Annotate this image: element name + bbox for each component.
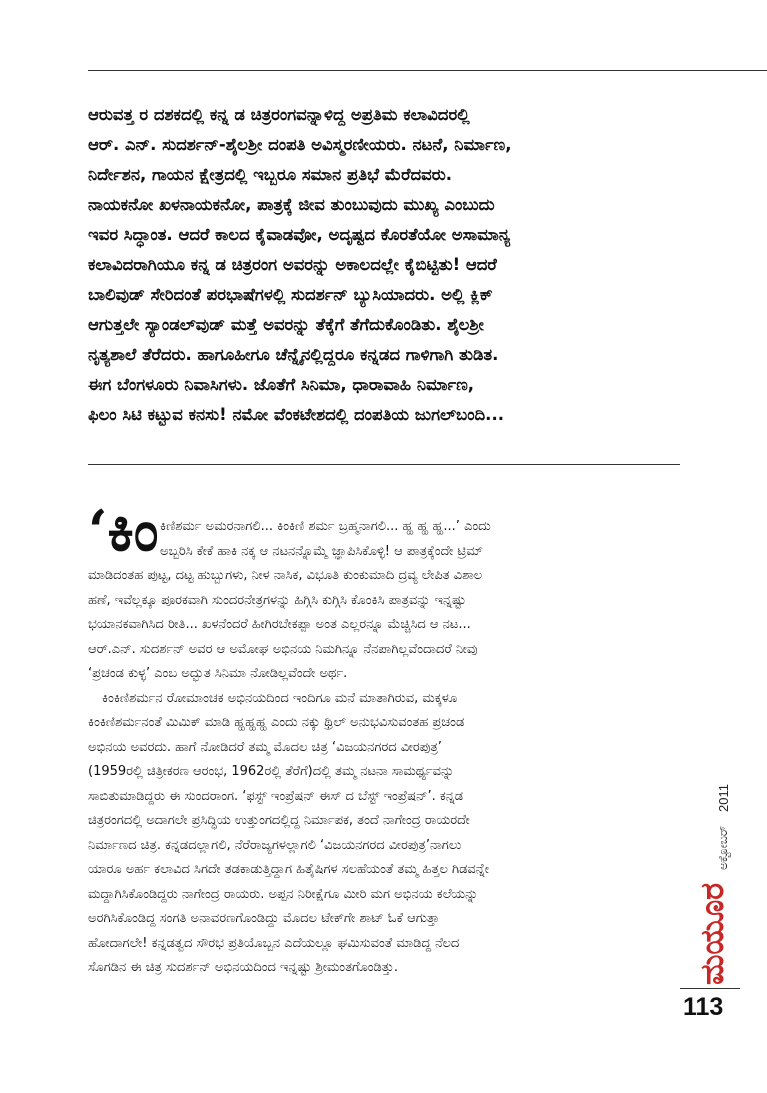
issue-year: 2011 — [716, 784, 731, 812]
body-line: (1959ರಲ್ಲಿ ಚಿತ್ರೀಕರಣ ಆರಂಭ, 1962ರಲ್ಲಿ ತೆರೆಗೆ)ದಲ್ಲಿ ತಮ್ಮ ನಟನಾ ಸಾಮರ್ಥ್ಯವನ್ನು — [88, 764, 455, 779]
body-line: ಮಾಡಿದಂತಹ ಪುಟ್ಟ, ದಟ್ಟ ಹುಬ್ಬುಗಳು, ನೀಳ ನಾಸಿಕ, ವಿಭೂತಿ ಕುಂಕುಮಾದಿ ದ್ರವ್ಯ ಲೇಪಿತ ವಿಶಾಲ — [88, 568, 483, 583]
intro-paragraph — [88, 100, 680, 430]
page-number: 113 — [683, 993, 724, 1021]
intro-line: ಆಗುತ್ತಲೇ ಸ್ಯಾಂಡಲ್‌ವುಡ್ ಮತ್ತೆ ಅವರನ್ನು ತೆಕ್ಕೆಗೆ ತೆಗೆದುಕೊಂಡಿತು. ಶೈಲಶ್ರೀ — [88, 315, 484, 334]
intro-line: ಈಗ ಬೆಂಗಳೂರು ನಿವಾಸಿಗಳು. ಜೊತೆಗೆ ಸಿನಿಮಾ, ಧಾರಾವಾಹಿ ನಿರ್ಮಾಣ, — [88, 375, 475, 394]
body-line: ಸಾಬಿತುಮಾಡಿದ್ದರು ಈ ಸುಂದರಾಂಗ. ‘ಫಸ್ಟ್ ಇಂಪ್ರೆಷನ್ ಈಸ್ ದ ಬೆಸ್ಟ್ ಇಂಪ್ರೆಷನ್’. ಕನ್ನಡ — [88, 788, 464, 804]
intro-line: ನೃತ್ಯಶಾಲೆ ತೆರೆದರು. ಹಾಗೂಹೀಗೂ ಚೆನ್ನೈನಲ್ಲಿದ್ದರೂ ಕನ್ನಡದ ಗಾಳಿಗಾಗಿ ತುಡಿತ. — [88, 345, 499, 364]
issue-month: ಅಕ್ಟೋಬರ್ — [716, 825, 730, 870]
body-line: ಹೋದಾಗಲೇ! ಕನ್ನಡತ್ವದ ಸೌರಭ ಪ್ರತಿಯೊಬ್ಬನ ಎದೆಯಲ್ಲೂ ಘಮಿಸುವಂತೆ ಮಾಡಿದ್ದ ನೆಲದ — [88, 935, 460, 951]
footer-rule — [680, 988, 740, 989]
body-line: ‘ಪ್ರಚಂಡ ಕುಳ್ಳ’ ಎಂಬ ಅದ್ಭುತ ಸಿನಿಮಾ ನೋಡಿಲ್ಲವೆಂದೇ ಅರ್ಥ. — [88, 666, 348, 681]
drop-cap: ‘ಕಿಂ — [88, 498, 159, 564]
body-line: ಕಿಂಕಿಣಿಶರ್ಮನಂತೆ ಮಿಮಿಕ್ ಮಾಡಿ ಹ್ಹಹ್ಹಹ್ಹ ಎಂದು ನಕ್ಕು ಥ್ರಿಲ್ ಅನುಭವಿಸುವಂತಹ ಪ್ರಚಂಡ — [88, 715, 465, 730]
body-line: ನಿರ್ಮಾಣದ ಚಿತ್ರ. ಕನ್ನಡದಲ್ಲಾಗಲಿ, ನೆರೆರಾಜ್ಯಗಳಲ್ಲಾಗಲಿ ‘ವಿಜಯನಗರದ ವೀರಪುತ್ರ’ನಾಗಲು — [88, 837, 462, 853]
body-line: ಮದ್ದಾಗಿಸಿಕೊಂಡಿದ್ದರು ನಾಗೇಂದ್ರ ರಾಯರು. ಅಪ್ಪನ ನಿರೀಕ್ಷೆಗೂ ಮೀರಿ ಮಗ ಅಭಿನಯ ಕಲೆಯನ್ನು — [88, 886, 479, 902]
body-line: ಸೊಗಡಿನ ಈ ಚಿತ್ರ ಸುದರ್ಶನ್ ಅಭಿನಯದಿಂದ ಇನ್ನಷ್ಟು ಶ್ರೀಮಂತಗೊಂಡಿತ್ತು. — [88, 960, 399, 975]
article-body — [88, 498, 680, 981]
body-line: ಕಿಣಿಶರ್ಮ ಅಮರನಾಗಲಿ... ಕಿಂಕಿಣಿ ಶರ್ಮ ಬ್ರಹ್ಮನಾಗಲಿ... ಹ್ಹ ಹ್ಹ ಹ್ಹ...’ ಎಂದು — [160, 519, 491, 534]
body-line: ಚಿತ್ರರಂಗದಲ್ಲಿ ಅದಾಗಲೇ ಪ್ರಸಿದ್ಧಿಯ ಉತ್ತುಂಗದಲ್ಲಿದ್ದ ನಿರ್ಮಾಪಕ, ತಂದೆ ನಾಗೇಂದ್ರ ರಾಯರದೇ — [88, 813, 470, 828]
intro-line: ನಾಯಕನೋ ಖಳನಾಯಕನೋ, ಪಾತ್ರಕ್ಕೆ ಜೀವ ತುಂಬುವುದು ಮುಖ್ಯ ಎಂಬುದು — [88, 195, 495, 214]
intro-line: ನಿರ್ದೇಶನ, ಗಾಯನ ಕ್ಷೇತ್ರದಲ್ಲಿ ಇಬ್ಬರೂ ಸಮಾನ ಪ್ರತಿಭೆ ಮೆರೆದವರು. — [88, 165, 453, 184]
intro-line: ಕಲಾವಿದರಾಗಿಯೂ ಕನ್ನ ಡ ಚಿತ್ರರಂಗ ಅವರನ್ನು ಅಕಾಲದಲ್ಲೇ ಕೈಬಿಟ್ಟಿತು! ಆದರೆ — [88, 255, 497, 274]
body-line: ಭಯಾನಕವಾಗಿಸಿದ ರೀತಿ... ಖಳನೆಂದರೆ ಹೀಗಿರಬೇಕಪ್ಪಾ ಅಂತ ಎಲ್ಲರನ್ನೂ ಮೆಚ್ಚಿಸಿದ ಆ ನಟ... — [88, 617, 471, 632]
body-line: ಅಭಿನಯ ಅವರದು. ಹಾಗೆ ನೋಡಿದರೆ ತಮ್ಮ ಮೊದಲ ಚಿತ್ರ ‘ವಿಜಯನಗರದ ವೀರಪುತ್ರ’ — [88, 739, 442, 755]
body-line: ಅಬ್ಬರಿಸಿ ಕೇಕೆ ಹಾಕಿ ನಕ್ಕ ಆ ನಟನನ್ನೊಮ್ಮೆ ಜ್ಞಾಪಿಸಿಕೊಳ್ಳಿ! ಆ ಪಾತ್ರಕ್ಕೆಂದೇ ಟ್ರಿಮ್ — [160, 543, 484, 559]
body-line: ಆರ್.ಎನ್. ಸುದರ್ಶನ್ ಅವರ ಆ ಅಮೋಘ ಅಭಿನಯ ನಿಮಗಿನ್ನೂ ನೆನಪಾಗಿಲ್ಲವೆಂದಾದರೆ ನೀವು — [88, 641, 478, 657]
intro-line: ಇವರ ಸಿದ್ಧಾಂತ. ಆದರೆ ಕಾಲದ ಕೈವಾಡವೋ, ಅದೃಷ್ಟದ ಕೊರತೆಯೋ ಅಸಾಮಾನ್ಯ — [88, 225, 511, 244]
body-line: ಕಿಂಕಿಣಿಶರ್ಮನ ರೋಮಾಂಚಕ ಅಭಿನಯದಿಂದ ಇಂದಿಗೂ ಮನೆ ಮಾತಾಗಿರುವ, ಮಕ್ಕಳೂ — [102, 690, 458, 706]
body-line: ಯಾರೂ ಅರ್ಹ ಕಲಾವಿದ ಸಿಗದೇ ತಡಕಾಡುತ್ತಿದ್ದಾಗ ಹಿತೈಷಿಗಳ ಸಲಹೆಯಂತೆ ತಮ್ಮ ಹಿತ್ತಲ ಗಿಡವನ್ನೇ — [88, 862, 489, 877]
intro-line: ಆರ್. ಎನ್. ಸುದರ್ಶನ್-ಶೈಲಶ್ರೀ ದಂಪತಿ ಅವಿಸ್ಮರಣೀಯರು. ನಟನೆ, ನಿರ್ಮಾಣ, — [88, 135, 512, 154]
section-rule — [88, 464, 680, 465]
top-rule — [88, 70, 767, 71]
body-line: ಅರಗಿಸಿಕೊಂಡಿದ್ದ ಸಂಗತಿ ಅನಾವರಣಗೊಂಡಿದ್ದು ಮೊದಲ ಟೇಕ್‌ಗೇ ಶಾಟ್ ಓಕೆ ಆಗುತ್ತಾ — [88, 911, 440, 926]
magazine-logo: ಮಯೂರ — [693, 882, 731, 985]
magazine-sidebar — [690, 760, 740, 985]
intro-line: ಆರುವತ್ತ ರ ದಶಕದಲ್ಲಿ ಕನ್ನ ಡ ಚಿತ್ರರಂಗವನ್ನಾಳಿದ್ದ ಅಪ್ರತಿಮ ಕಲಾವಿದರಲ್ಲಿ — [88, 105, 470, 124]
body-line: ಹಣೆ, ಇವೆಲ್ಲಕ್ಕೂ ಪೂರಕವಾಗಿ ಸುಂದರನೇತ್ರಗಳನ್ನು ಹಿಗ್ಗಿಸಿ ಕುಗ್ಗಿಸಿ ಕೊಂಕಿಸಿ ಪಾತ್ರವನ್ನು ಇನ್ನಷ್ಟು — [88, 592, 466, 608]
intro-line: ಫಿಲಂ ಸಿಟಿ ಕಟ್ಟುವ ಕನಸು! ನಮೋ ವೆಂಕಟೇಶದಲ್ಲಿ ದಂಪತಿಯ ಜುಗಲ್‌ಬಂದಿ... — [88, 405, 504, 424]
intro-line: ಬಾಲಿವುಡ್ ಸೇರಿದಂತೆ ಪರಭಾಷೆಗಳಲ್ಲಿ ಸುದರ್ಶನ್ ಬ್ಯುಸಿಯಾದರು. ಅಲ್ಲಿ ಕ್ಲಿಕ್ — [88, 285, 493, 304]
